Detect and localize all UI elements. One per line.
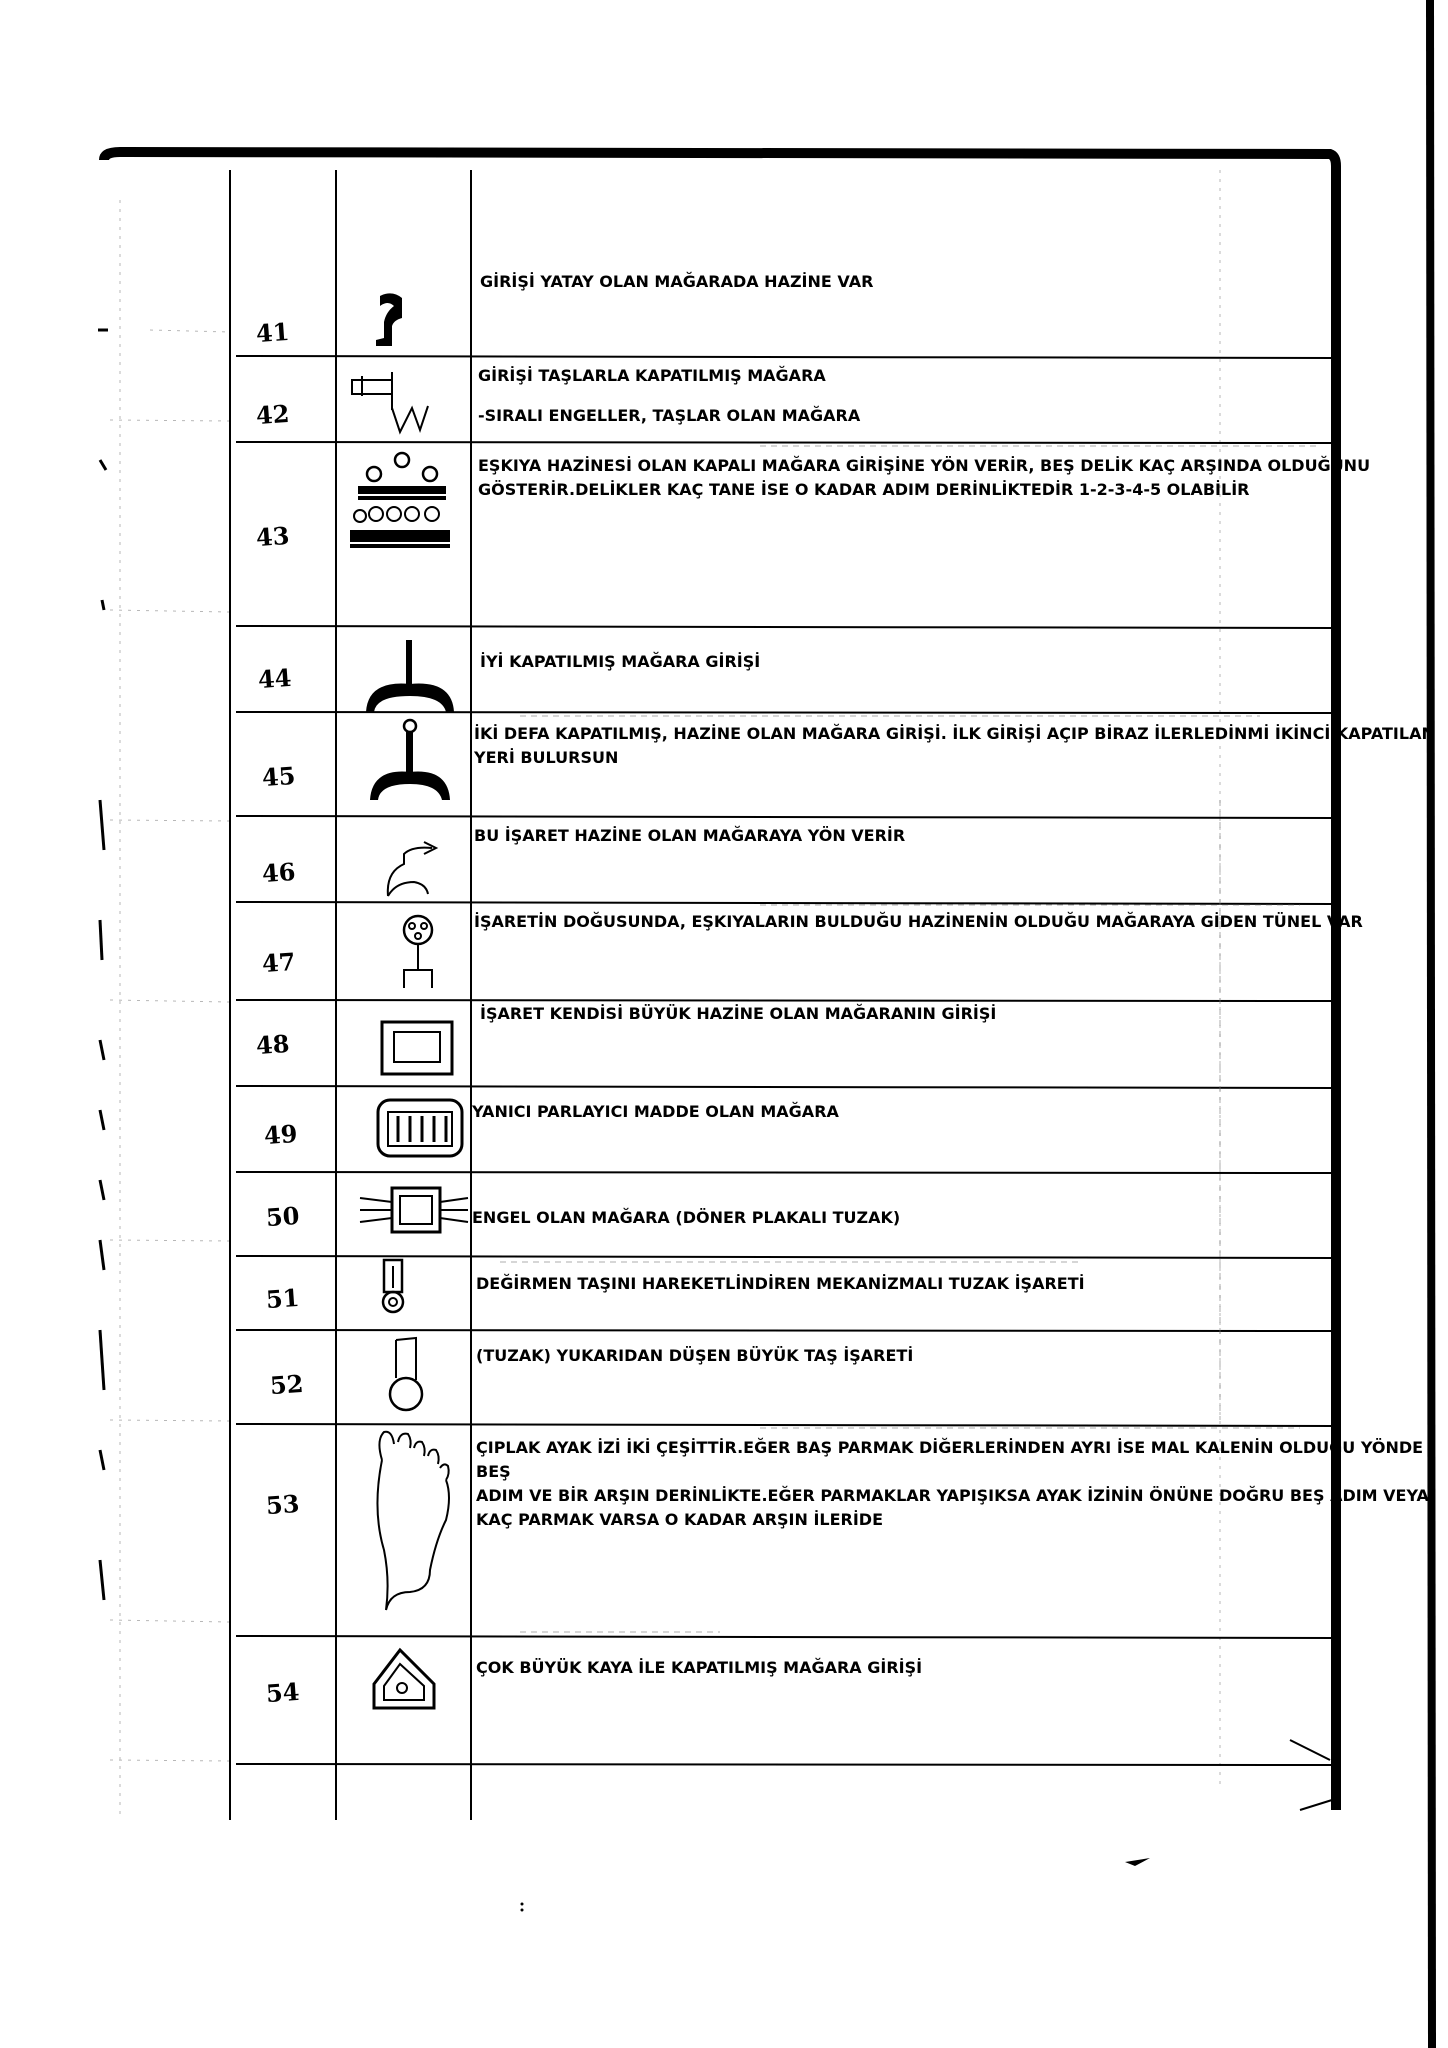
row-number-48: 48 <box>255 1028 291 1061</box>
row-description-45 <box>474 722 1435 770</box>
description-line: GİRİŞİ YATAY OLAN MAĞARADA HAZİNE VAR <box>480 272 874 291</box>
description-line: İŞARET KENDİSİ BÜYÜK HAZİNE OLAN MAĞARANIN GİRİŞİ <box>480 1004 997 1023</box>
row-number-51: 51 <box>265 1282 301 1315</box>
row-number-46: 46 <box>261 856 297 889</box>
description-line: YERİ BULURSUN <box>474 748 619 767</box>
row-description-50 <box>472 1206 900 1230</box>
row-description-44 <box>480 650 760 674</box>
row-number-53: 53 <box>265 1488 301 1521</box>
row-description-53 <box>476 1436 1448 1532</box>
description-line: İKİ DEFA KAPATILMIŞ, HAZİNE OLAN MAĞARA GİRİŞİ. İLK GİRİŞİ AÇIP BİRAZ İLERLEDİNMİ İKİNCİ KAPATILAN <box>474 724 1435 743</box>
description-line: -SIRALI ENGELLER, TAŞLAR OLAN MAĞARA <box>478 406 861 425</box>
row-number-41: 41 <box>255 316 291 349</box>
row-number-44: 44 <box>257 662 293 695</box>
description-line: İŞARETİN DOĞUSUNDA, EŞKIYALARIN BULDUĞU HAZİNENİN OLDUĞU MAĞARAYA GİDEN TÜNEL VAR <box>474 912 1363 931</box>
description-line: İYİ KAPATILMIŞ MAĞARA GİRİŞİ <box>480 652 761 671</box>
description-line: DEĞİRMEN TAŞINI HAREKETLİNDİREN MEKANİZMALI TUZAK İŞARETİ <box>476 1274 1085 1293</box>
row-description-41 <box>480 270 873 294</box>
row-description-52 <box>476 1344 913 1368</box>
row-description-51 <box>476 1272 1085 1296</box>
row-number-54: 54 <box>265 1676 301 1709</box>
row-description-43 <box>478 454 1370 502</box>
description-line: GİRİŞİ TAŞLARLA KAPATILMIŞ MAĞARA <box>478 366 826 385</box>
row-description-42 <box>478 364 860 428</box>
description-line: GÖSTERİR.DELİKLER KAÇ TANE İSE O KADAR ADIM DERİNLİKTEDİR 1-2-3-4-5 OLABİLİR <box>478 480 1250 499</box>
row-description-48 <box>480 1002 996 1026</box>
description-line: (TUZAK) YUKARIDAN DÜŞEN BÜYÜK TAŞ İŞARETİ <box>476 1346 914 1365</box>
row-description-54 <box>476 1656 922 1680</box>
description-line: ÇIPLAK AYAK İZİ İKİ ÇEŞİTTİR.EĞER BAŞ PARMAK DİĞERLERİNDEN AYRI İSE MAL KALENİN OLDUĞU YÖNDE BEŞ <box>476 1438 1424 1481</box>
description-line: ENGEL OLAN MAĞARA (DÖNER PLAKALI TUZAK) <box>472 1208 901 1227</box>
row-number-42: 42 <box>255 398 291 431</box>
row-description-49 <box>472 1100 839 1124</box>
description-line: ÇOK BÜYÜK KAYA İLE KAPATILMIŞ MAĞARA GİRİŞİ <box>476 1658 923 1677</box>
row-number-45: 45 <box>261 760 297 793</box>
row-number-43: 43 <box>255 520 291 553</box>
description-line: ADIM VE BİR ARŞIN DERİNLİKTE.EĞER PARMAKLAR YAPIŞIKSA AYAK İZİNİN ÖNÜNE DOĞRU BEŞ ADIM VEYA <box>476 1486 1429 1505</box>
row-number-49: 49 <box>263 1118 299 1151</box>
description-line: BU İŞARET HAZİNE OLAN MAĞARAYA YÖN VERİR <box>474 826 906 845</box>
description-line: KAÇ PARMAK VARSA O KADAR ARŞIN İLERİDE <box>476 1510 884 1529</box>
row-description-46 <box>474 824 905 848</box>
description-line: YANICI PARLAYICI MADDE OLAN MAĞARA <box>472 1102 839 1121</box>
row-number-47: 47 <box>261 946 297 979</box>
row-number-50: 50 <box>265 1200 301 1233</box>
row-description-47 <box>474 910 1363 934</box>
description-line: EŞKIYA HAZİNESİ OLAN KAPALI MAĞARA GİRİŞİNE YÖN VERİR, BEŞ DELİK KAÇ ARŞINDA OLDUĞUNU <box>478 456 1371 475</box>
row-number-52: 52 <box>269 1368 305 1401</box>
